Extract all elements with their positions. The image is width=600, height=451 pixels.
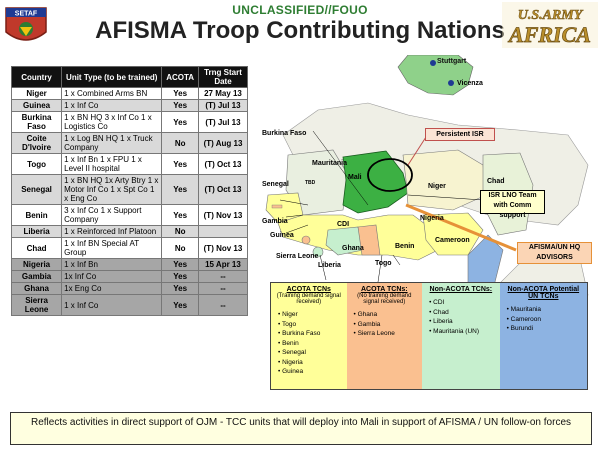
label-gambia: Gambia: [262, 218, 288, 225]
cell-unit-type: 1 x Inf Bn: [62, 259, 162, 271]
legend-item: • Sierra Leone: [350, 329, 420, 339]
legend-item: • Liberia: [425, 317, 497, 327]
legend-head: Non-ACOTA TCNs:: [429, 286, 493, 293]
legend-list: [425, 298, 497, 336]
label-cameroon: Cameroon: [435, 237, 470, 244]
cell-acota: No: [162, 133, 199, 154]
legend-item: • Ghana: [350, 310, 420, 320]
legend-non-acota: [422, 283, 500, 389]
callout-isr-lno-team: [480, 190, 545, 219]
tcn-table: [11, 66, 248, 316]
cell-trng-date: 15 Apr 13: [198, 259, 247, 271]
sierra-leone-region: [302, 236, 310, 244]
cell-trng-date: (T) Aug 13: [198, 133, 247, 154]
legend-item: • Guinea: [274, 367, 344, 377]
cell-country: Coite D'Ivoire: [12, 133, 62, 154]
cell-country: Guinea: [12, 100, 62, 112]
table-row: [12, 271, 248, 283]
label-benin: Benin: [395, 243, 415, 250]
cell-trng-date: --: [198, 271, 247, 283]
table-row: [12, 259, 248, 271]
table-row: [12, 295, 248, 316]
cell-acota: Yes: [162, 283, 199, 295]
legend-list: [274, 310, 344, 377]
legend-list: [503, 305, 584, 334]
classification-banner: UNCLASSIFIED//FOUO: [232, 3, 368, 17]
cell-acota: Yes: [162, 175, 199, 205]
legend-item: • Burkina Faso: [274, 329, 344, 339]
table-row: [12, 100, 248, 112]
legend-item: • Burundi: [503, 324, 584, 334]
cell-acota: Yes: [162, 295, 199, 316]
cell-trng-date: (T) Nov 13: [198, 205, 247, 226]
africa-text: AFRICA: [509, 22, 591, 47]
cell-trng-date: (T) Jul 13: [198, 100, 247, 112]
legend-head: ACOTA TCNs: [286, 286, 331, 293]
label-liberia: Liberia: [318, 262, 341, 269]
cell-unit-type: 1 x BN HQ 3 x Inf Co 1 x Logistics Co: [62, 112, 162, 133]
cell-trng-date: (T) Nov 13: [198, 238, 247, 259]
gambia-region: [272, 205, 282, 208]
callout-persistent-isr: Persistent ISR: [425, 128, 495, 141]
col-country: Country: [12, 67, 62, 88]
table-row: [12, 238, 248, 259]
cell-country: Ghana: [12, 283, 62, 295]
table-row: [12, 112, 248, 133]
label-nigeria: Nigeria: [420, 215, 444, 222]
callout-lno-line2: with Comm support: [493, 202, 532, 219]
label-stuttgart: Stuttgart: [437, 58, 467, 65]
legend-item: • Chad: [425, 308, 497, 318]
legend-item: • Senegal: [274, 348, 344, 358]
cell-country: Liberia: [12, 226, 62, 238]
table-header-row: [12, 67, 248, 88]
cell-trng-date: --: [198, 295, 247, 316]
cell-country: Benin: [12, 205, 62, 226]
label-togo: Togo: [375, 260, 392, 267]
label-vicenza: Vicenza: [457, 80, 483, 87]
legend-sub: (Training demand signal received): [276, 293, 341, 305]
table-row: [12, 283, 248, 295]
cell-unit-type: 1 x BN HQ 1x Arty Btry 1 x Motor Inf Co 1 x Spt Co 1 x Eng Co: [62, 175, 162, 205]
callout-lno-line1: ISR LNO Team: [488, 192, 537, 199]
cell-acota: Yes: [162, 259, 199, 271]
label-tbd: TBD: [305, 180, 316, 186]
cell-acota: No: [162, 238, 199, 259]
cell-unit-type: 1 x Inf Co: [62, 100, 162, 112]
cell-unit-type: 3 x Inf Co 1 x Support Company: [62, 205, 162, 226]
col-acota: ACOTA: [162, 67, 199, 88]
label-mauritania: Mauritania: [312, 160, 348, 167]
cell-country: Burkina Faso: [12, 112, 62, 133]
cell-acota: Yes: [162, 154, 199, 175]
label-niger: Niger: [428, 183, 446, 190]
cell-trng-date: (T) Jul 13: [198, 112, 247, 133]
cell-country: Togo: [12, 154, 62, 175]
legend-item: • Togo: [274, 320, 344, 330]
cell-country: Chad: [12, 238, 62, 259]
legend-potential-un: [500, 283, 587, 389]
col-trng-start: Trng Start Date: [198, 67, 247, 88]
legend-acota-no-demand: [347, 283, 423, 389]
legend-list: [350, 310, 420, 339]
legend-sub: (No training demand signal received): [357, 293, 412, 305]
cell-trng-date: --: [198, 283, 247, 295]
table-row: [12, 154, 248, 175]
label-guinea: Guinea: [270, 232, 294, 239]
cell-unit-type: 1 x Inf BN Special AT Group: [62, 238, 162, 259]
cell-unit-type: 1x Eng Co: [62, 283, 162, 295]
page-title: AFISMA Troop Contributing Nations: [95, 17, 505, 44]
legend-item: • Benin: [274, 339, 344, 349]
cell-acota: Yes: [162, 88, 199, 100]
cell-unit-type: 1x Inf Co: [62, 271, 162, 283]
stuttgart-marker: [430, 60, 436, 66]
callout-afisma-line2: ADVISORS: [536, 254, 573, 261]
tcn-legend: [270, 282, 588, 390]
table-row: [12, 175, 248, 205]
vicenza-marker: [448, 80, 454, 86]
cell-unit-type: 1 x Reinforced Inf Platoon: [62, 226, 162, 238]
cell-country: Nigeria: [12, 259, 62, 271]
callout-afisma-line1: AFISMA/UN HQ: [528, 244, 581, 251]
legend-item: • Gambia: [350, 320, 420, 330]
legend-head: Non-ACOTA Potential UN TCNs: [507, 286, 580, 300]
cell-unit-type: 1 x Inf Bn 1 x FPU 1 x Level II hospital: [62, 154, 162, 175]
cell-unit-type: 1 x Inf Co: [62, 295, 162, 316]
col-unit-type: Unit Type (to be trained): [62, 67, 162, 88]
cell-acota: Yes: [162, 205, 199, 226]
table-row: [12, 205, 248, 226]
cell-acota: No: [162, 226, 199, 238]
cell-trng-date: (T) Oct 13: [198, 154, 247, 175]
cell-acota: Yes: [162, 100, 199, 112]
label-mali: Mali: [348, 174, 362, 181]
footer-note: Reflects activities in direct support of OJM - TCC units that will deploy into Mali in support of AFISMA / UN follow-on forces: [10, 412, 592, 445]
legend-acota-trained: [271, 283, 347, 389]
cell-acota: Yes: [162, 271, 199, 283]
legend-item: • Mauritania (UN): [425, 327, 497, 337]
cell-country: Niger: [12, 88, 62, 100]
table-row: [12, 88, 248, 100]
cell-country: Gambia: [12, 271, 62, 283]
label-cdi: CDI: [337, 221, 350, 228]
cell-unit-type: 1 x Combined Arms BN: [62, 88, 162, 100]
cell-country: Sierra Leone: [12, 295, 62, 316]
table-row: [12, 226, 248, 238]
usarmy-text: U.S.ARMY: [517, 8, 583, 23]
table-row: [12, 133, 248, 154]
usarmy-africa-logo: [502, 2, 598, 48]
cell-acota: Yes: [162, 112, 199, 133]
label-ghana: Ghana: [342, 245, 364, 252]
cell-trng-date: 27 May 13: [198, 88, 247, 100]
legend-item: • Mauritania: [503, 305, 584, 315]
label-burkina-faso: Burkina Faso: [262, 130, 307, 137]
legend-item: • Niger: [274, 310, 344, 320]
cell-country: Senegal: [12, 175, 62, 205]
cell-unit-type: 1 x Log BN HQ 1 x Truck Company: [62, 133, 162, 154]
legend-item: • Cameroon: [503, 315, 584, 325]
cell-trng-date: (T) Oct 13: [198, 175, 247, 205]
callout-afisma-advisors: [517, 242, 592, 264]
label-sierra-leone: Sierra Leone: [276, 253, 319, 260]
legend-item: • Nigeria: [274, 358, 344, 368]
cell-trng-date: [198, 226, 247, 238]
setaf-logo-text: SETAF: [14, 10, 38, 18]
label-chad: Chad: [487, 178, 505, 185]
legend-item: • CDI: [425, 298, 497, 308]
label-senegal: Senegal: [262, 181, 289, 188]
legend-head: ACOTA TCNs:: [360, 286, 408, 293]
